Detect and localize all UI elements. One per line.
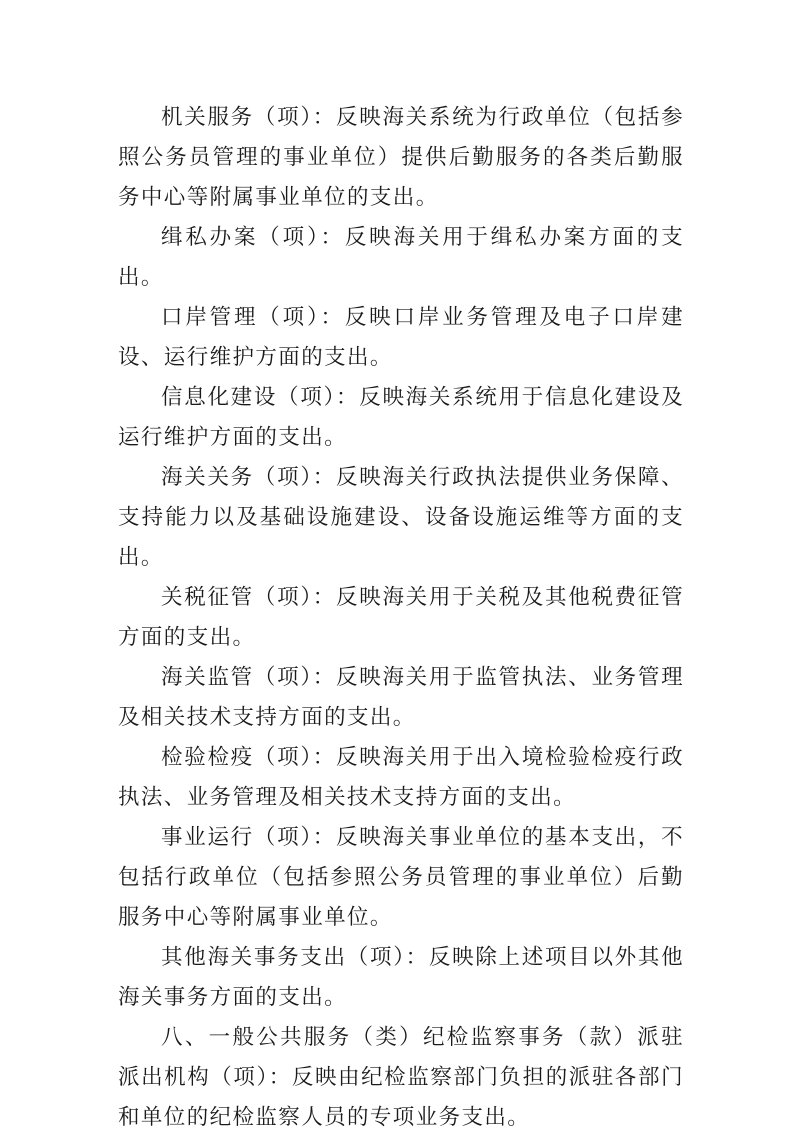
paragraph-haiguan-guanwu: 海关关务（项）：反映海关行政执法提供业务保障、支持能力以及基础设施建设、设备设施运维等方面的支出。 [118,465,684,570]
paragraph-jijian-jiancha: 八、一般公共服务（类）纪检监察事务（款）派驻派出机构（项）：反映由纪检监察部门负担的派驻各部门和单位的纪检监察人员的专项业务支出。 [118,1025,684,1130]
paragraph-qita-haiguan-shiwu: 其他海关事务支出（项）：反映除上述项目以外其他海关事务方面的支出。 [118,945,684,1010]
paragraph-guanshui-zhengguan: 关税征管（项）：反映海关用于关税及其他税费征管方面的支出。 [118,585,684,650]
paragraph-haiguan-jianguan: 海关监管（项）：反映海关用于监管执法、业务管理及相关技术支持方面的支出。 [118,665,684,730]
paragraph-jisi-banan: 缉私办案（项）：反映海关用于缉私办案方面的支出。 [118,225,684,290]
document-body [118,98,684,1138]
paragraph-shiye-yunxing: 事业运行（项）：反映海关事业单位的基本支出，不包括行政单位（包括参照公务员管理的事业单位）后勤服务中心等附属事业单位。 [118,825,684,930]
paragraph-xinxihua-jianshe: 信息化建设（项）：反映海关系统用于信息化建设及运行维护方面的支出。 [118,385,684,450]
paragraph-jiguan-fuwu: 机关服务（项）：反映海关系统为行政单位（包括参照公务员管理的事业单位）提供后勤服务的各类后勤服务中心等附属事业单位的支出。 [118,105,684,210]
paragraph-jianyan-jianyi: 检验检疫（项）：反映海关用于出入境检验检疫行政执法、业务管理及相关技术支持方面的支出。 [118,745,684,810]
paragraph-kouan-guanli: 口岸管理（项）：反映口岸业务管理及电子口岸建设、运行维护方面的支出。 [118,305,684,370]
